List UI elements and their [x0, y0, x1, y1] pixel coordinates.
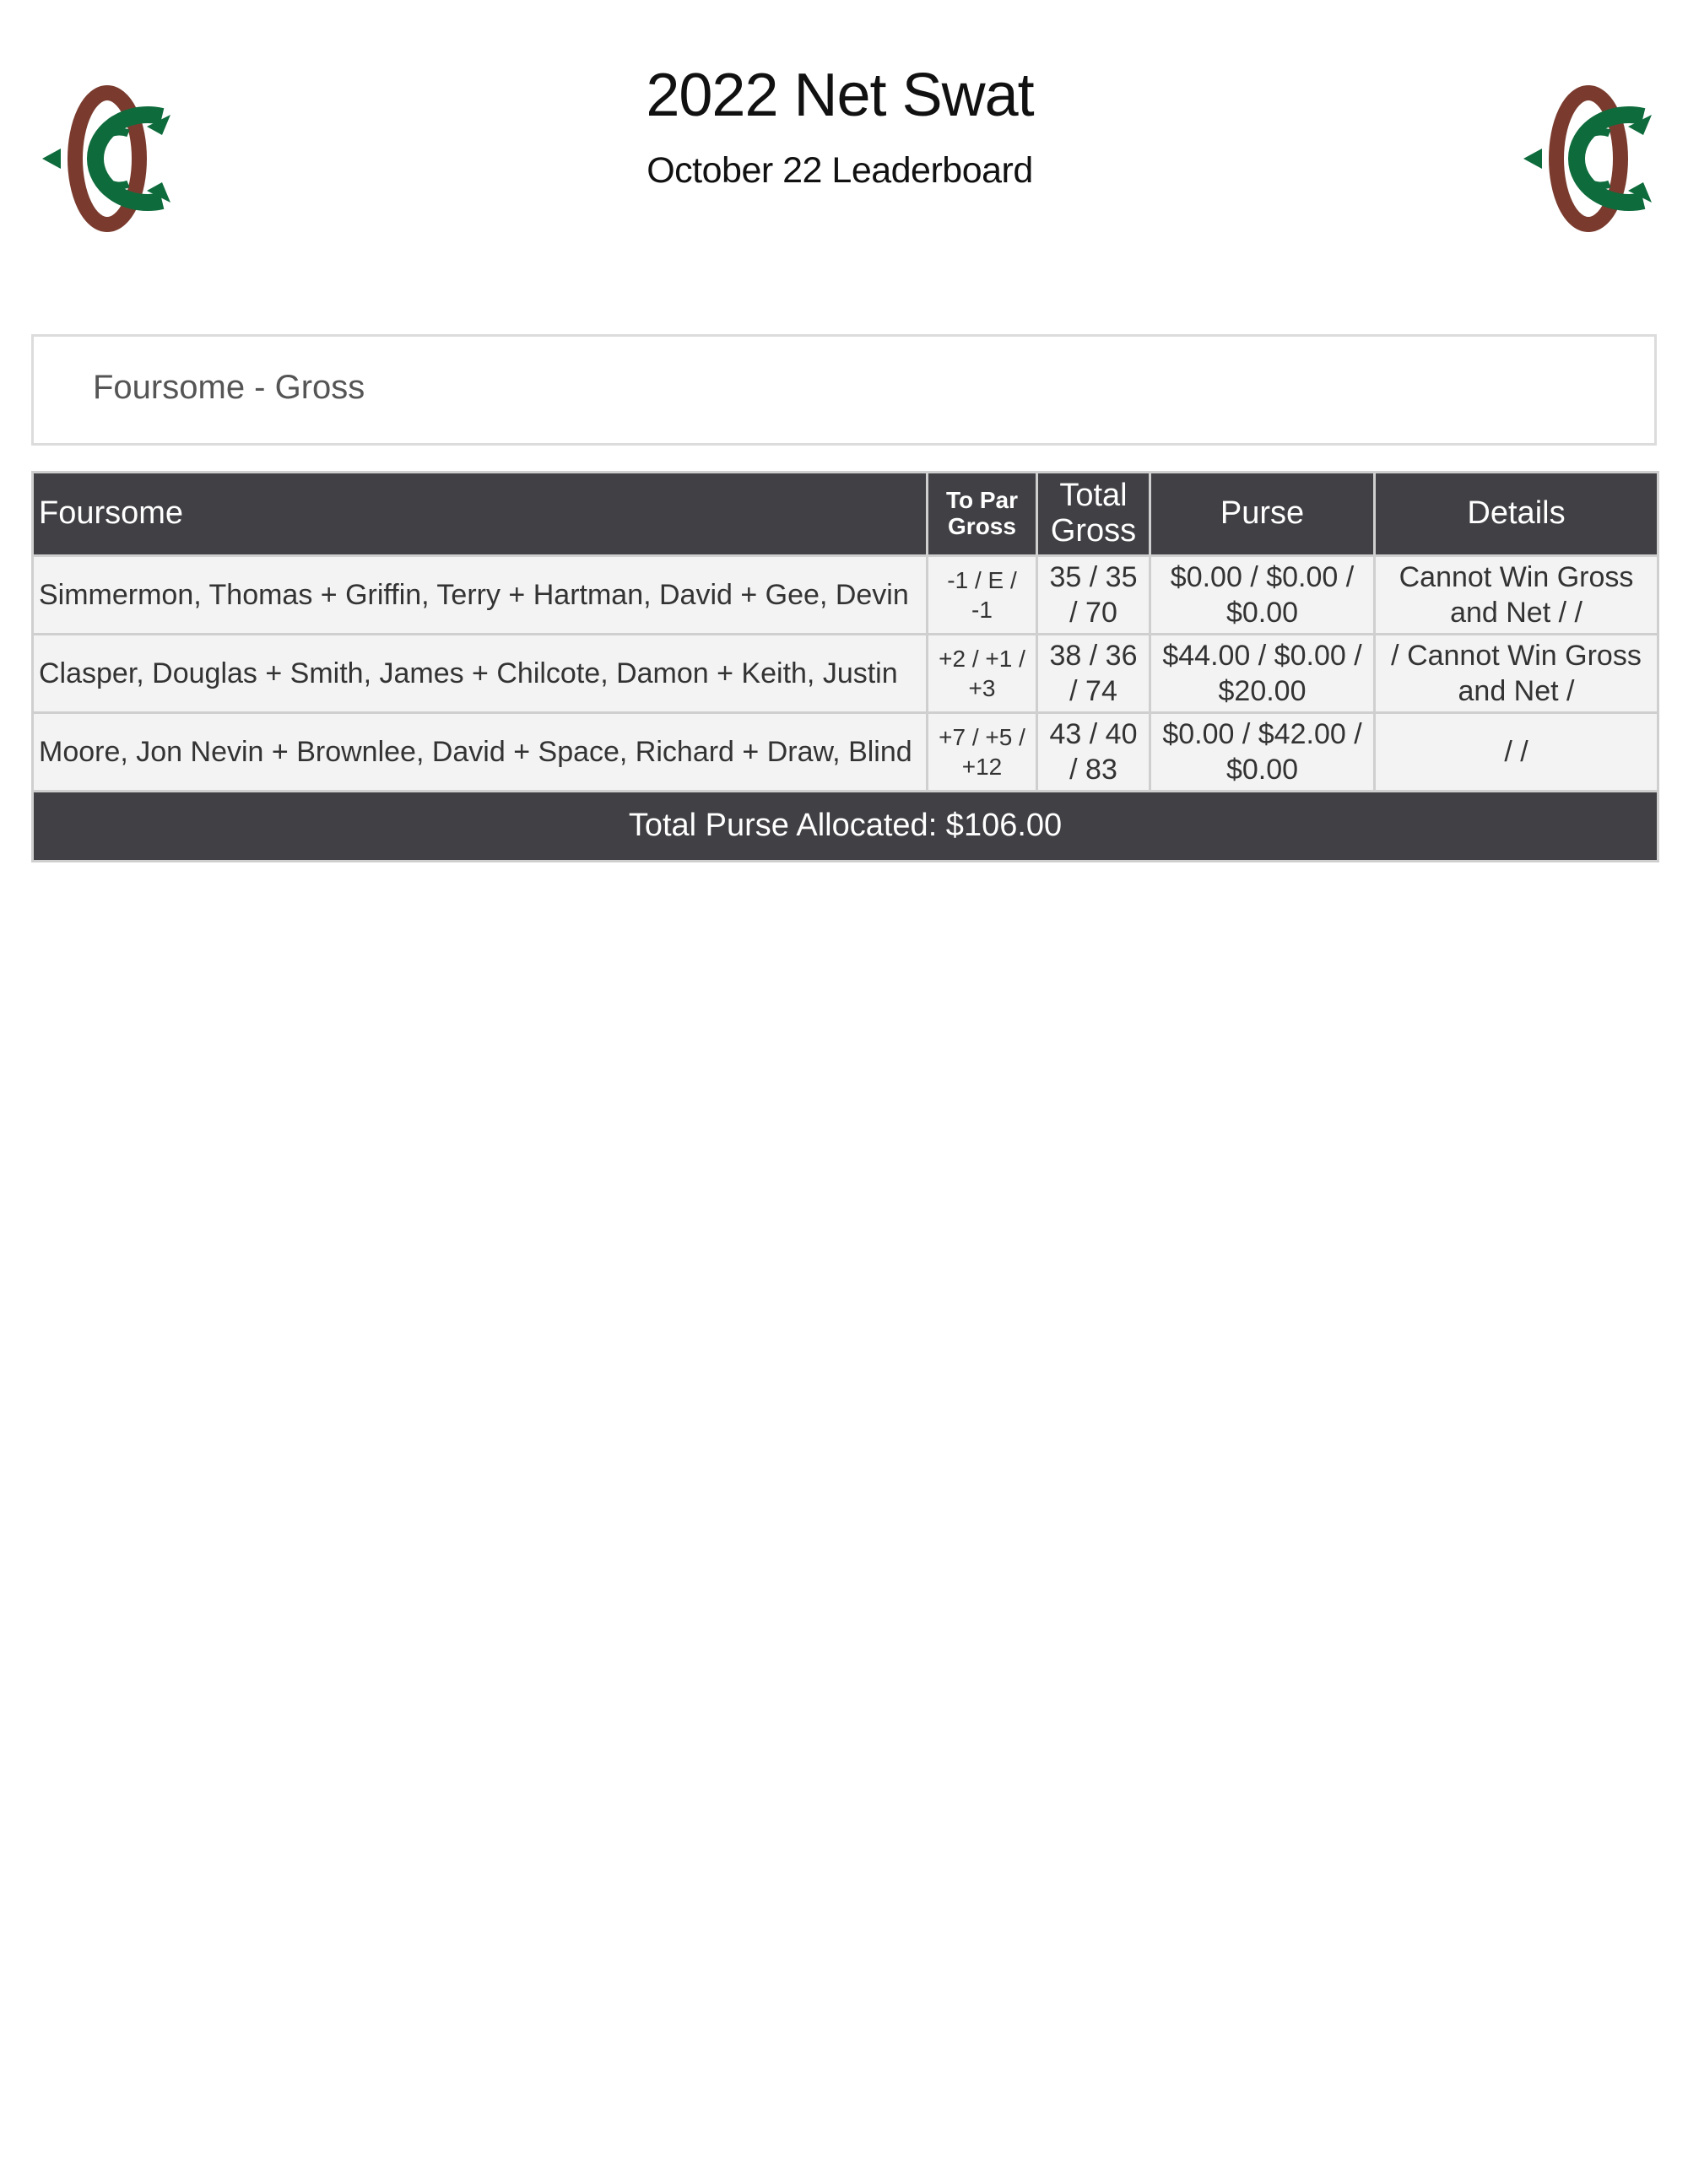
leaderboard-table [31, 471, 1659, 862]
column-header-foursome: Foursome [33, 473, 928, 556]
total-gross-cell: 43 / 40 / 83 [1037, 713, 1150, 792]
details-cell: Cannot Win Gross and Net / / [1375, 556, 1658, 635]
details-cell: / / [1375, 713, 1658, 792]
section-title: Foursome - Gross [93, 369, 365, 406]
purse-cell: $44.00 / $0.00 / $20.00 [1150, 635, 1375, 713]
to-par-cell: +2 / +1 / +3 [928, 635, 1037, 713]
foursome-cell: Moore, Jon Nevin + Brownlee, David + Space, Richard + Draw, Blind [33, 713, 928, 792]
column-header-purse: Purse [1150, 473, 1375, 556]
total-gross-cell: 35 / 35 / 70 [1037, 556, 1150, 635]
table-row [33, 635, 1658, 713]
purse-cell: $0.00 / $0.00 / $0.00 [1150, 556, 1375, 635]
total-gross-cell: 38 / 36 / 74 [1037, 635, 1150, 713]
purse-cell: $0.00 / $42.00 / $0.00 [1150, 713, 1375, 792]
club-logo-right [1517, 74, 1660, 243]
page-title: 2022 Net Swat [646, 62, 1034, 129]
column-header-total-gross: Total Gross [1037, 473, 1150, 556]
foursome-cell: Clasper, Douglas + Smith, James + Chilcote, Damon + Keith, Justin [33, 635, 928, 713]
details-cell: / Cannot Win Gross and Net / [1375, 635, 1658, 713]
column-header-details: Details [1375, 473, 1658, 556]
foursome-cell: Simmermon, Thomas + Griffin, Terry + Hartman, David + Gee, Devin [33, 556, 928, 635]
to-par-cell: -1 / E / -1 [928, 556, 1037, 635]
club-logo-left [35, 74, 179, 243]
table-row [33, 556, 1658, 635]
to-par-cell: +7 / +5 / +12 [928, 713, 1037, 792]
total-purse-label: Total Purse Allocated: $106.00 [33, 792, 1658, 862]
total-purse-row [33, 792, 1658, 862]
table-header-row [33, 473, 1658, 556]
section-header [31, 334, 1657, 446]
column-header-to-par-gross: To Par Gross [928, 473, 1037, 556]
table-row [33, 713, 1658, 792]
page-subtitle: October 22 Leaderboard [647, 150, 1033, 191]
